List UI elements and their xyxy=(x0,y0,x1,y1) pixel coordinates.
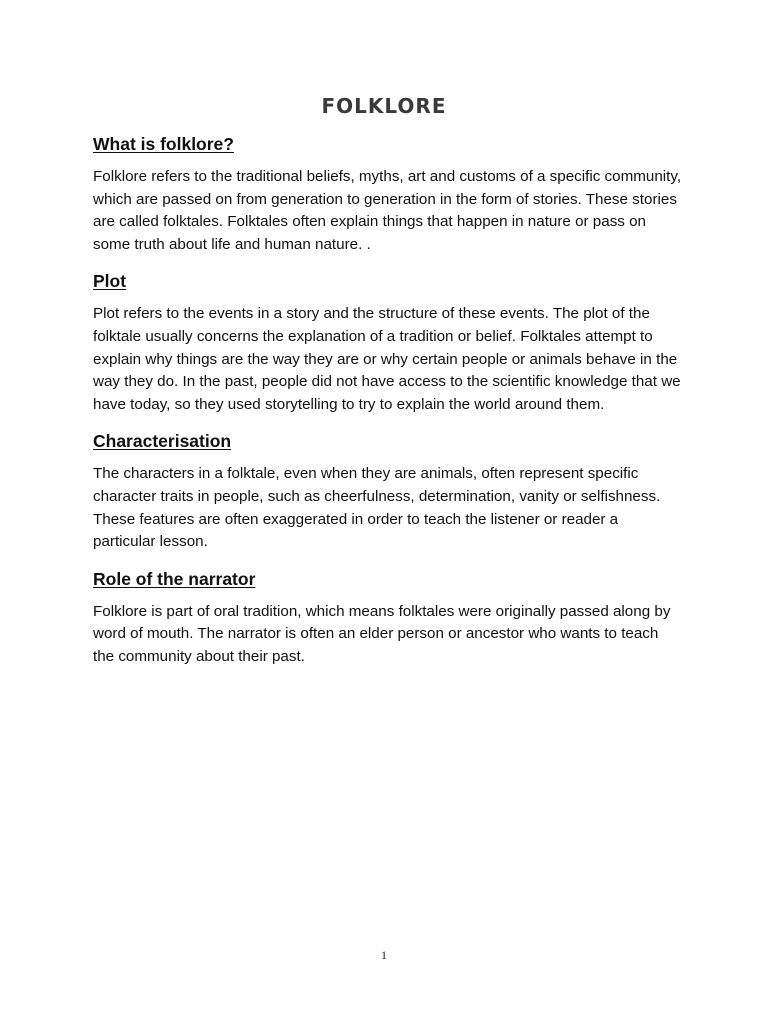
section-role-of-narrator xyxy=(93,566,683,669)
section-plot xyxy=(93,268,683,416)
section-heading: Characterisation xyxy=(93,431,232,452)
section-paragraph: Folklore refers to the traditional beliefs, myths, art and customs of a specific community, which are passed on from generation to generation in the form of stories. These stories are called folktales. Folktales often explain things that happen in nature or pass on some truth about life and human nature. . xyxy=(93,168,682,253)
section-paragraph: The characters in a folktale, even when they are animals, often represent specific character traits in people, such as cheerfulness, determination, vanity or selfishness. These features are often exaggerated in order to teach the listener or reader a particular lesson. xyxy=(93,465,661,551)
section-heading: What is folklore? xyxy=(93,134,234,154)
section-paragraph: Plot refers to the events in a story and the structure of these events. The plot of the folktale usually concerns the explanation of a tradition or belief. Folktales attempt to explain why things are the way they are or why certain people or animals behave in the way they do. In the past, people did not have access to the scientific knowledge that we have today, so they used storytelling to try to explain the world around them. xyxy=(93,305,681,413)
section-characterisation xyxy=(93,428,683,553)
section-paragraph: Folklore is part of oral tradition, which means folktales were originally passed along by word of mouth. The narrator is often an elder person or ancestor who wants to teach the community about their past. xyxy=(93,602,671,665)
section-heading: Plot xyxy=(93,271,127,292)
section-what-is-folklore xyxy=(93,131,683,256)
document-content xyxy=(93,131,683,681)
page-number: 1 xyxy=(381,948,387,962)
section-heading: Role of the narrator xyxy=(93,568,256,589)
document-title: FOLKLORE xyxy=(321,94,447,118)
